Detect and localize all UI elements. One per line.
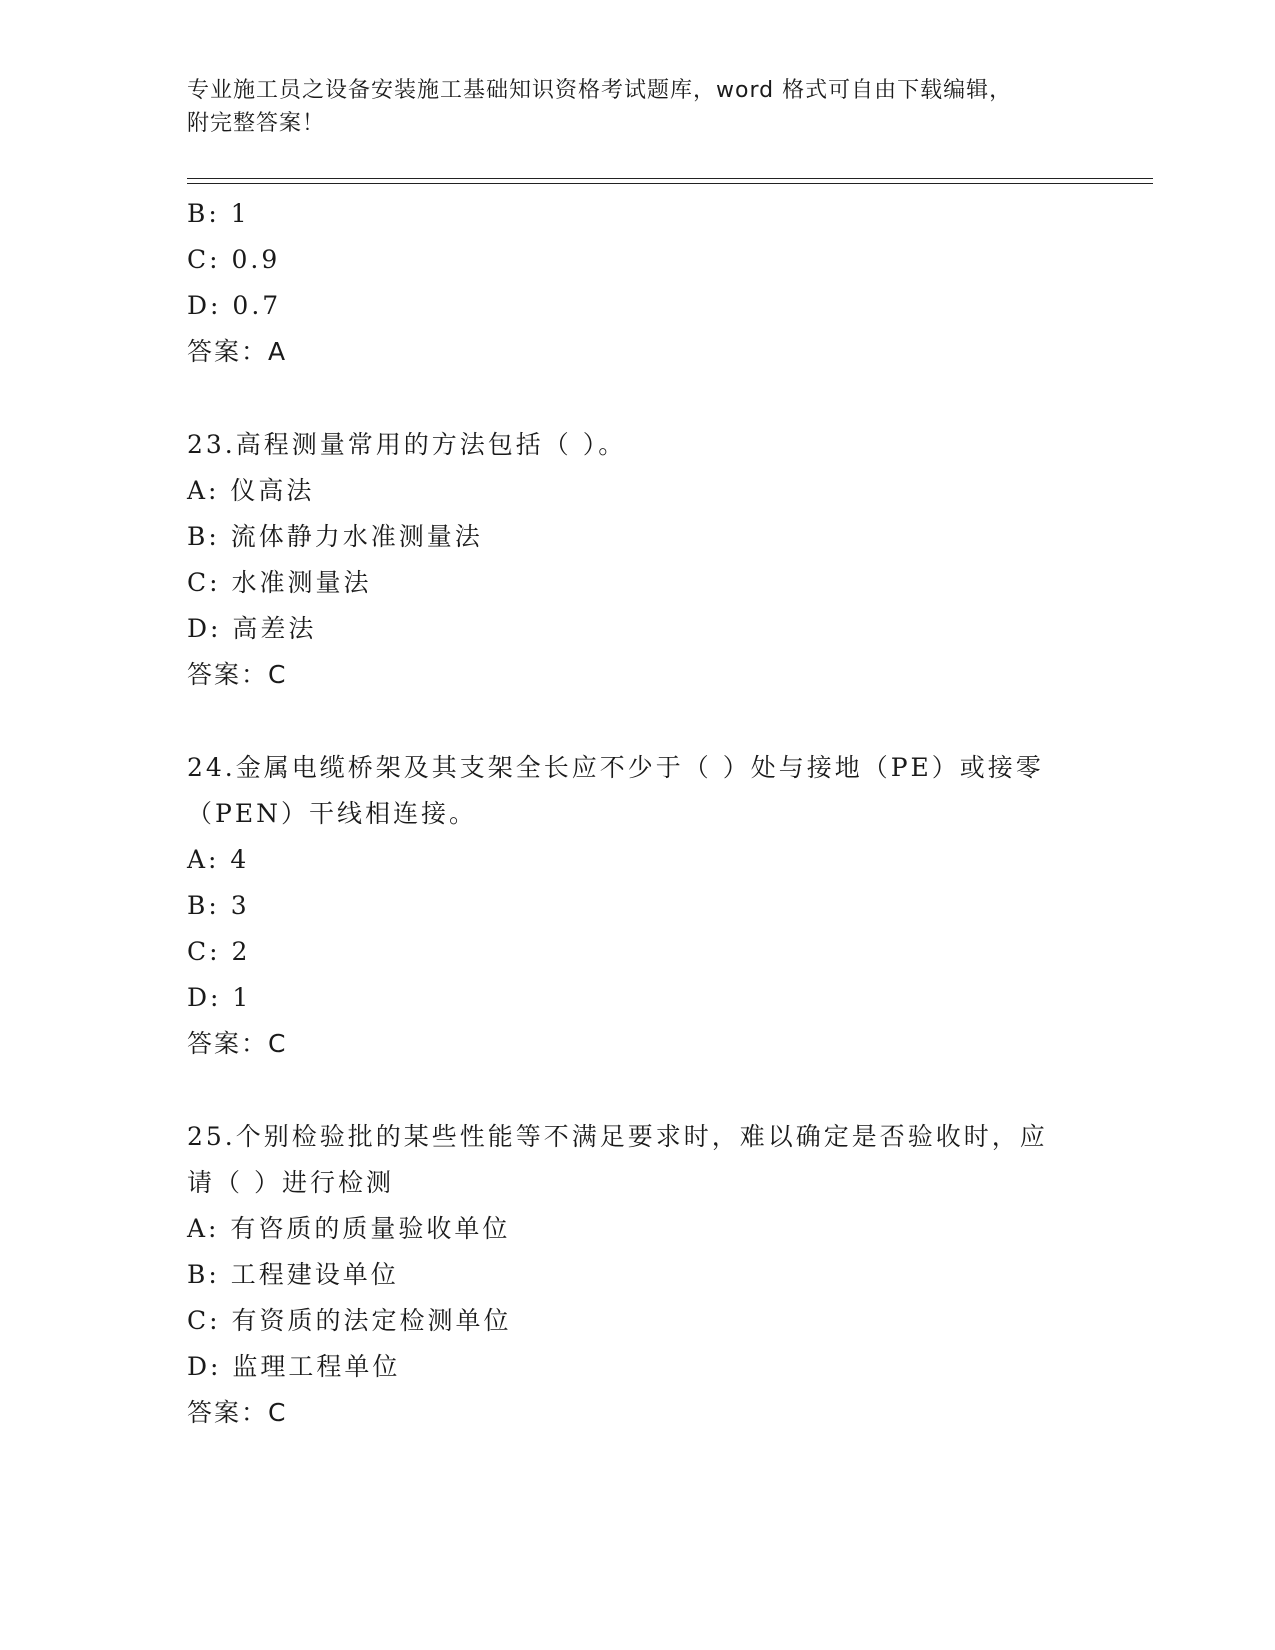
option-b: B: 工程建设单位 bbox=[187, 1260, 399, 1289]
header-divider-bottom bbox=[187, 183, 1153, 184]
option-b: B: 流体静力水准测量法 bbox=[187, 522, 483, 551]
answer-line: 答案：C bbox=[187, 1398, 288, 1427]
option-d: D: 高差法 bbox=[187, 614, 317, 643]
question-24 bbox=[187, 745, 1087, 1067]
option-c: C: 0.9 bbox=[187, 245, 281, 274]
option-c: C: 水准测量法 bbox=[187, 568, 372, 597]
answer-line: 答案：C bbox=[187, 660, 288, 689]
option-a: A: 仪高法 bbox=[187, 476, 315, 505]
option-a: A: 4 bbox=[187, 845, 250, 874]
question-text-line-2: （PEN）干线相连接。 bbox=[187, 799, 477, 828]
question-22-tail bbox=[187, 191, 1087, 375]
option-d: D: 1 bbox=[187, 983, 252, 1012]
header-line-2: 附完整答案！ bbox=[187, 111, 326, 136]
option-c: C: 2 bbox=[187, 937, 251, 966]
answer-line: 答案：C bbox=[187, 1029, 288, 1058]
question-text-line-1: 25.个别检验批的某些性能等不满足要求时，难以确定是否验收时，应 bbox=[187, 1122, 1048, 1151]
header-line-1: 专业施工员之设备安装施工基础知识资格考试题库，word 格式可自由下载编辑， bbox=[187, 78, 1013, 103]
question-text: 23.高程测量常用的方法包括（ ）。 bbox=[187, 430, 627, 459]
option-d: D: 0.7 bbox=[187, 291, 282, 320]
question-text-line-2: 请（ ）进行检测 bbox=[187, 1168, 394, 1197]
question-list bbox=[187, 191, 1087, 1436]
answer-line: 答案：A bbox=[187, 337, 288, 366]
question-23 bbox=[187, 422, 1087, 698]
option-d: D: 监理工程单位 bbox=[187, 1352, 401, 1381]
option-b: B: 1 bbox=[187, 199, 250, 228]
option-c: C: 有资质的法定检测单位 bbox=[187, 1306, 512, 1335]
option-b: B: 3 bbox=[187, 891, 250, 920]
option-a: A: 有咨质的质量验收单位 bbox=[187, 1214, 511, 1243]
document-header bbox=[187, 74, 1087, 140]
header-divider-top bbox=[187, 178, 1153, 179]
question-text-line-1: 24.金属电缆桥架及其支架全长应不少于（ ）处与接地（PE）或接零 bbox=[187, 753, 1044, 782]
question-25 bbox=[187, 1114, 1087, 1436]
